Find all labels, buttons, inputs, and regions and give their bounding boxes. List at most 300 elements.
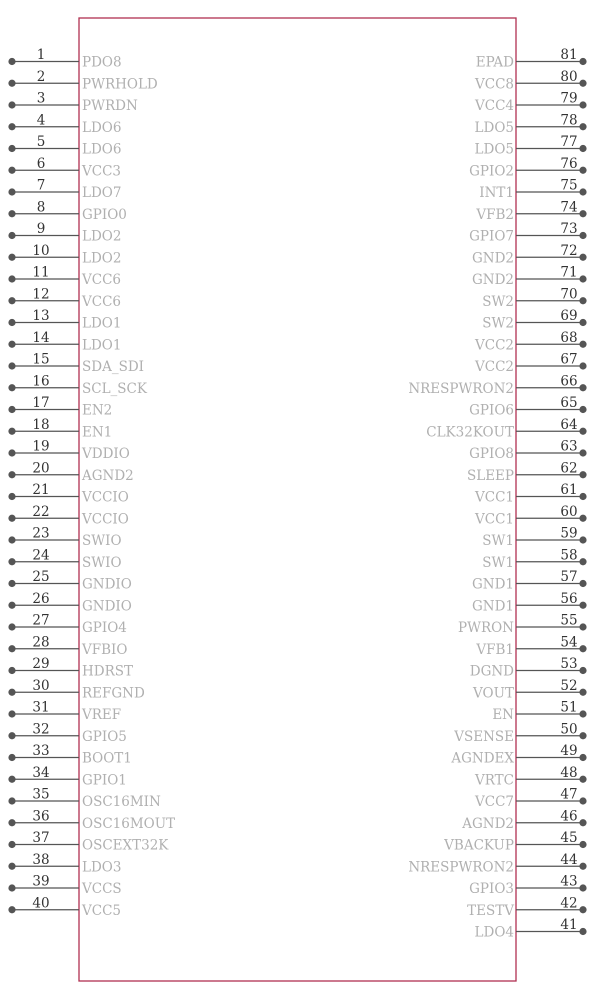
pin-number: 81 xyxy=(560,47,578,63)
pin-number: 70 xyxy=(560,286,578,303)
pin-number: 4 xyxy=(36,112,46,129)
pin-69 xyxy=(482,308,586,332)
pin-number: 75 xyxy=(560,177,578,194)
pin-name: GPIO3 xyxy=(469,881,514,897)
pin-number: 40 xyxy=(32,895,50,912)
pin-38 xyxy=(8,852,121,876)
pin-30 xyxy=(8,678,145,702)
pin-name: GND1 xyxy=(471,576,514,593)
pin-end-dot xyxy=(579,449,586,456)
pin-number: 63 xyxy=(560,438,578,455)
pin-15 xyxy=(8,352,144,376)
pin-number: 64 xyxy=(560,416,578,433)
pin-31 xyxy=(8,700,121,724)
pin-number: 15 xyxy=(32,351,50,368)
pin-end-dot xyxy=(8,167,15,174)
pin-name: LDO1 xyxy=(82,315,122,332)
pin-end-dot xyxy=(8,797,15,804)
pin-55 xyxy=(458,613,587,637)
pin-end-dot xyxy=(8,101,15,108)
pin-number: 61 xyxy=(560,482,578,498)
pin-number: 23 xyxy=(32,525,50,542)
pin-end-dot xyxy=(579,732,586,739)
pin-end-dot xyxy=(579,58,586,65)
pin-name: AGND2 xyxy=(82,467,134,484)
pin-name: VCCIO xyxy=(82,489,129,506)
pin-name: OSC16MOUT xyxy=(82,815,176,832)
pin-number: 77 xyxy=(560,134,578,150)
pin-77 xyxy=(475,134,587,158)
pin-end-dot xyxy=(8,80,15,87)
pin-name: VSENSE xyxy=(454,728,514,745)
pin-78 xyxy=(475,112,587,136)
pin-51 xyxy=(492,700,586,724)
pin-21 xyxy=(8,482,128,506)
pin-number: 57 xyxy=(560,569,578,585)
pin-3 xyxy=(8,91,138,115)
pin-end-dot xyxy=(579,710,586,717)
pin-number: 3 xyxy=(36,90,46,107)
pin-end-dot xyxy=(8,254,15,261)
pin-end-dot xyxy=(579,863,586,870)
pin-end-dot xyxy=(8,602,15,609)
pin-name: VCC3 xyxy=(82,163,121,180)
pin-end-dot xyxy=(8,123,15,130)
pin-name: VCC2 xyxy=(475,337,514,354)
pin-end-dot xyxy=(579,80,586,87)
pin-number: 1 xyxy=(36,47,46,63)
pin-number: 33 xyxy=(32,743,50,759)
pin-number: 18 xyxy=(32,416,50,433)
pin-number: 80 xyxy=(560,68,578,85)
pin-name: GNDIO xyxy=(82,598,132,615)
pin-end-dot xyxy=(8,341,15,348)
pin-end-dot xyxy=(8,493,15,500)
pin-6 xyxy=(8,156,121,180)
pin-name: SCL_SCK xyxy=(82,380,147,397)
pin-end-dot xyxy=(8,449,15,456)
pin-number: 53 xyxy=(560,656,578,672)
pin-73 xyxy=(469,221,586,245)
pin-name: LDO6 xyxy=(82,119,122,136)
pin-end-dot xyxy=(8,841,15,848)
pin-name: INT1 xyxy=(479,185,514,201)
pin-14 xyxy=(8,330,121,354)
pin-65 xyxy=(469,395,586,419)
pin-number: 19 xyxy=(32,438,50,455)
pin-end-dot xyxy=(579,493,586,500)
pin-number: 47 xyxy=(560,786,578,803)
pin-name: LDO2 xyxy=(82,250,122,267)
pin-name: VDDIO xyxy=(82,446,130,462)
pin-name: VCC7 xyxy=(475,794,514,810)
pin-end-dot xyxy=(8,232,15,239)
pin-7 xyxy=(8,178,121,202)
pin-62 xyxy=(467,460,587,484)
pin-end-dot xyxy=(8,471,15,478)
pin-18 xyxy=(8,417,112,441)
pin-name: PWRHOLD xyxy=(82,76,158,93)
pin-number: 78 xyxy=(560,112,578,129)
pin-48 xyxy=(474,765,587,789)
pin-4 xyxy=(8,112,121,136)
pin-22 xyxy=(8,504,128,528)
pin-name: PDO8 xyxy=(82,54,122,71)
pin-name: HDRST xyxy=(82,663,134,680)
pin-number: 36 xyxy=(32,808,50,825)
pin-end-dot xyxy=(579,188,586,195)
pin-number: 60 xyxy=(560,503,578,520)
pin-name: SWIO xyxy=(82,554,122,571)
pin-end-dot xyxy=(8,558,15,565)
pin-36 xyxy=(8,808,175,832)
pin-number: 8 xyxy=(36,199,46,216)
pin-name: LDO3 xyxy=(82,859,122,876)
pin-number: 73 xyxy=(560,221,578,237)
pin-name: PWRDN xyxy=(82,98,138,114)
pin-20 xyxy=(8,460,133,484)
pin-end-dot xyxy=(8,428,15,435)
pin-end-dot xyxy=(579,928,586,935)
pin-number: 16 xyxy=(32,373,50,390)
pin-name: AGND2 xyxy=(462,815,514,832)
pin-number: 27 xyxy=(32,612,50,629)
pin-end-dot xyxy=(579,602,586,609)
pin-number: 30 xyxy=(32,677,50,694)
pin-end-dot xyxy=(8,384,15,391)
pin-number: 29 xyxy=(32,656,50,672)
pin-name: GPIO6 xyxy=(469,402,514,419)
pin-number: 42 xyxy=(560,895,578,912)
pin-end-dot xyxy=(8,515,15,522)
left-pin-group xyxy=(8,47,175,919)
pin-41 xyxy=(475,917,587,941)
pin-number: 14 xyxy=(32,329,50,346)
pin-name: LDO4 xyxy=(474,924,514,941)
pin-58 xyxy=(482,547,586,571)
pin-name: SWIO xyxy=(82,533,122,549)
pin-end-dot xyxy=(579,623,586,630)
pin-63 xyxy=(469,439,586,463)
pin-end-dot xyxy=(8,58,15,65)
pin-number: 21 xyxy=(32,482,50,498)
pin-name: GND1 xyxy=(471,598,514,615)
pin-49 xyxy=(450,743,586,767)
pin-number: 67 xyxy=(560,351,578,368)
pin-number: 43 xyxy=(560,873,578,890)
pin-end-dot xyxy=(579,841,586,848)
pin-13 xyxy=(8,308,121,332)
pin-61 xyxy=(474,482,587,506)
pin-name: GPIO7 xyxy=(469,228,514,245)
pin-1 xyxy=(8,47,121,71)
pin-name: VFBIO xyxy=(82,641,128,658)
pin-end-dot xyxy=(579,319,586,326)
pin-name: GPIO0 xyxy=(82,206,127,223)
pin-name: VREF xyxy=(82,707,122,723)
pin-end-dot xyxy=(579,819,586,826)
pin-35 xyxy=(8,787,161,811)
pin-50 xyxy=(453,721,586,745)
pin-54 xyxy=(475,634,586,658)
pin-10 xyxy=(8,243,121,267)
pin-number: 45 xyxy=(560,830,578,846)
pin-end-dot xyxy=(579,884,586,891)
pin-name: SW2 xyxy=(482,315,514,332)
pin-11 xyxy=(8,265,121,289)
pin-number: 66 xyxy=(560,373,578,390)
pin-name: VCC8 xyxy=(475,76,514,93)
pin-end-dot xyxy=(579,406,586,413)
pin-end-dot xyxy=(8,732,15,739)
pin-16 xyxy=(8,373,147,397)
pin-name: LDO6 xyxy=(82,141,122,158)
pin-name: GND2 xyxy=(471,272,514,288)
pin-end-dot xyxy=(8,667,15,674)
pin-number: 24 xyxy=(32,547,50,564)
pin-number: 79 xyxy=(560,90,578,107)
pin-34 xyxy=(8,765,126,789)
pin-45 xyxy=(443,830,586,854)
pin-number: 56 xyxy=(560,590,578,607)
pin-43 xyxy=(469,874,586,898)
pin-name: TESTV xyxy=(467,902,514,919)
pin-number: 9 xyxy=(36,221,46,237)
pin-end-dot xyxy=(579,776,586,783)
pin-name: VOUT xyxy=(473,685,514,702)
pin-46 xyxy=(461,808,586,832)
pin-37 xyxy=(8,830,169,854)
pin-name: GPIO2 xyxy=(469,163,514,180)
pin-number: 54 xyxy=(560,634,578,651)
pin-end-dot xyxy=(579,297,586,304)
pin-number: 68 xyxy=(560,329,578,346)
pin-72 xyxy=(472,243,587,267)
pin-24 xyxy=(8,547,121,571)
pin-end-dot xyxy=(579,362,586,369)
pin-end-dot xyxy=(579,536,586,543)
pin-end-dot xyxy=(579,558,586,565)
pin-end-dot xyxy=(8,145,15,152)
pin-33 xyxy=(8,743,132,767)
pin-end-dot xyxy=(579,145,586,152)
pin-name: GND2 xyxy=(471,250,514,267)
pin-end-dot xyxy=(579,101,586,108)
pin-name: VCC6 xyxy=(82,272,121,288)
pin-57 xyxy=(472,569,587,593)
pin-number: 28 xyxy=(32,634,50,651)
pin-name: VCC4 xyxy=(475,98,514,114)
pin-end-dot xyxy=(8,623,15,630)
pin-name: NRESPWRON2 xyxy=(408,380,514,397)
pin-end-dot xyxy=(8,645,15,652)
pin-end-dot xyxy=(579,341,586,348)
pin-81 xyxy=(476,47,587,71)
pin-name: LDO7 xyxy=(82,185,122,201)
pin-number: 62 xyxy=(560,460,578,477)
pin-59 xyxy=(482,526,586,550)
pin-number: 72 xyxy=(560,242,578,259)
pin-70 xyxy=(482,286,586,310)
pin-name: EN xyxy=(492,707,514,723)
pin-end-dot xyxy=(8,754,15,761)
pin-number: 22 xyxy=(32,503,50,520)
pin-53 xyxy=(470,656,587,680)
pin-name: GNDIO xyxy=(82,576,132,593)
pin-name: BOOT1 xyxy=(82,750,132,767)
pin-end-dot xyxy=(8,863,15,870)
pin-60 xyxy=(474,504,587,528)
pin-end-dot xyxy=(579,515,586,522)
pin-name: GPIO5 xyxy=(82,728,127,745)
pin-75 xyxy=(479,178,586,202)
pin-name: NRESPWRON2 xyxy=(408,859,514,876)
pin-number: 55 xyxy=(560,612,578,629)
pin-name: LDO5 xyxy=(474,119,514,136)
pin-number: 26 xyxy=(32,590,50,607)
pin-number: 32 xyxy=(32,721,50,738)
pin-67 xyxy=(474,352,587,376)
pin-name: CLK32KOUT xyxy=(426,424,514,441)
pin-name: SW1 xyxy=(482,554,514,571)
pin-number: 44 xyxy=(560,851,578,868)
pin-name: OSCEXT32K xyxy=(82,837,169,854)
pin-name: VCC2 xyxy=(475,359,514,375)
pin-name: VCCIO xyxy=(82,511,129,528)
pin-number: 71 xyxy=(560,264,578,281)
pin-end-dot xyxy=(8,906,15,913)
pin-name: AGNDEX xyxy=(451,750,514,767)
pin-end-dot xyxy=(8,819,15,826)
pin-end-dot xyxy=(8,297,15,304)
pin-end-dot xyxy=(8,362,15,369)
pin-end-dot xyxy=(579,210,586,217)
pin-end-dot xyxy=(8,710,15,717)
pin-number: 39 xyxy=(32,873,50,890)
pin-25 xyxy=(8,569,131,593)
pin-name: GPIO1 xyxy=(82,772,127,789)
pin-32 xyxy=(8,721,126,745)
pin-number: 17 xyxy=(32,395,50,411)
pin-27 xyxy=(8,613,126,637)
pin-name: VCC5 xyxy=(82,902,121,919)
pin-number: 7 xyxy=(36,177,46,194)
pin-number: 51 xyxy=(560,699,578,716)
pin-number: 10 xyxy=(32,242,50,259)
pin-12 xyxy=(8,286,121,310)
pin-end-dot xyxy=(579,275,586,282)
pin-42 xyxy=(467,895,586,919)
pin-number: 11 xyxy=(32,264,50,281)
pin-name: VCC6 xyxy=(82,293,121,310)
pin-number: 46 xyxy=(560,808,578,825)
pin-number: 5 xyxy=(36,134,46,150)
pin-number: 6 xyxy=(36,155,46,172)
pin-74 xyxy=(475,199,586,223)
pin-name: REFGND xyxy=(82,685,145,702)
pin-end-dot xyxy=(579,580,586,587)
pin-name: VCC1 xyxy=(475,511,514,528)
pin-number: 69 xyxy=(560,308,578,324)
pin-end-dot xyxy=(579,471,586,478)
pin-end-dot xyxy=(579,167,586,174)
pin-end-dot xyxy=(579,232,586,239)
pin-end-dot xyxy=(579,384,586,391)
pin-name: VBACKUP xyxy=(444,837,514,854)
pin-68 xyxy=(474,330,587,354)
pin-17 xyxy=(8,395,112,419)
pin-76 xyxy=(469,156,586,180)
pin-66 xyxy=(408,373,586,397)
pin-26 xyxy=(8,591,131,615)
pin-name: GPIO4 xyxy=(82,620,127,636)
pin-29 xyxy=(8,656,133,680)
pin-44 xyxy=(408,852,586,876)
pin-end-dot xyxy=(579,667,586,674)
pin-end-dot xyxy=(579,123,586,130)
pin-end-dot xyxy=(579,754,586,761)
pin-number: 50 xyxy=(560,721,578,738)
pin-end-dot xyxy=(8,689,15,696)
pin-end-dot xyxy=(579,906,586,913)
pin-name: DGND xyxy=(469,663,514,680)
pin-number: 12 xyxy=(32,286,50,303)
pin-number: 25 xyxy=(32,569,50,585)
pin-name: SW2 xyxy=(482,293,514,310)
pin-end-dot xyxy=(579,254,586,261)
pin-79 xyxy=(474,91,587,115)
pin-number: 34 xyxy=(32,764,50,781)
pin-name: VRTC xyxy=(474,772,514,789)
pin-end-dot xyxy=(8,776,15,783)
pin-name: VCCS xyxy=(82,881,122,897)
pin-number: 38 xyxy=(32,851,50,868)
pin-name: VCC1 xyxy=(475,489,514,506)
pin-52 xyxy=(472,678,587,702)
pin-number: 74 xyxy=(560,199,578,216)
pin-end-dot xyxy=(579,645,586,652)
pin-number: 31 xyxy=(32,699,50,716)
pin-number: 37 xyxy=(32,830,50,846)
pin-name: VFB2 xyxy=(476,206,514,223)
pin-end-dot xyxy=(8,406,15,413)
pin-8 xyxy=(8,199,126,223)
pin-number: 20 xyxy=(32,460,50,477)
pin-47 xyxy=(474,787,587,811)
pin-5 xyxy=(8,134,121,158)
pin-number: 2 xyxy=(36,68,46,85)
pin-end-dot xyxy=(8,275,15,282)
pin-end-dot xyxy=(8,580,15,587)
pin-number: 58 xyxy=(560,547,578,564)
pin-end-dot xyxy=(8,884,15,891)
pin-56 xyxy=(472,591,587,615)
pin-name: SLEEP xyxy=(466,467,514,484)
pin-2 xyxy=(8,69,158,93)
pin-number: 65 xyxy=(560,395,578,411)
pin-name: LDO5 xyxy=(474,141,514,158)
pin-name: EN2 xyxy=(82,402,113,419)
pin-39 xyxy=(8,874,121,898)
pin-number: 52 xyxy=(560,677,578,694)
pin-name: LDO2 xyxy=(82,228,122,245)
pin-number: 76 xyxy=(560,155,578,172)
pin-19 xyxy=(8,439,129,463)
pin-80 xyxy=(474,69,587,93)
pin-23 xyxy=(8,526,121,550)
pin-end-dot xyxy=(8,536,15,543)
pin-name: GPIO8 xyxy=(469,446,514,462)
